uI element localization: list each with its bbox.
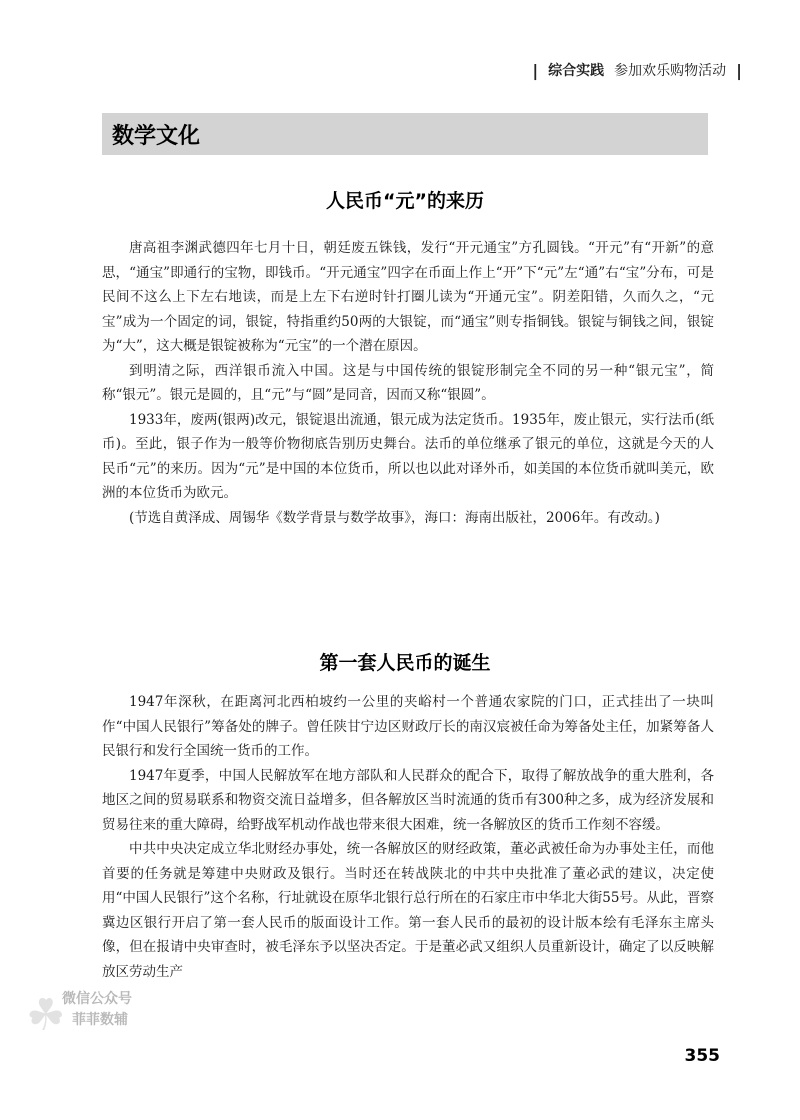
watermark-line1: 微信公众号 bbox=[62, 991, 132, 1007]
paragraph: 1947年深秋，在距离河北西柏坡约一公里的夹峪村一个普通农家院的门口，正式挂出了一块叫作“中国人民银行”筹备处的牌子。曾任陕甘宁边区财政厅长的南汉宸被任命为筹备处主任，加紧筹备人民银行和发行全国统一货币的工作。 bbox=[102, 694, 714, 759]
page-number: 355 bbox=[684, 1046, 720, 1066]
section-banner-title: 数学文化 bbox=[112, 123, 201, 149]
running-header bbox=[532, 60, 742, 80]
header-separator-left: | bbox=[532, 60, 539, 80]
watermark-logo-icon: ☘ bbox=[26, 990, 66, 1041]
header-subsection: 参加欢乐购物活动 bbox=[614, 63, 727, 79]
paragraph: 1933年，废两(银两)改元，银锭退出流通，银元成为法定货币。1935年，废止银元，实行法币(纸币)。至此，银子作为一般等价物彻底告别历史舞台。法币的单位继承了银元的单位，这就是今天的人民币“元”的来历。因为“元”是中国的本位货币，所以也以此对译外币，如美国的本位货币就叫美元，欧洲的本位货币为欧元。 bbox=[102, 411, 714, 501]
paragraph: 1947年夏季，中国人民解放军在地方部队和人民群众的配合下，取得了解放战争的重大胜利，各地区之间的贸易联系和物资交流日益增多，但各解放区当时流通的货币有300种之多，成为经济发展和贸易往来的重大障碍，给野战军机动作战也带来很大困难，统一各解放区的货币工作刻不容缓。 bbox=[102, 767, 714, 833]
article-title-yuan-origin: 人民币“元”的来历 bbox=[326, 190, 484, 212]
header-separator-right: | bbox=[736, 60, 742, 80]
article-first-rmb bbox=[102, 690, 714, 984]
article-title-first-rmb: 第一套人民币的诞生 bbox=[319, 652, 491, 674]
watermark bbox=[24, 982, 174, 1042]
paragraph: 中共中央决定成立华北财经办事处，统一各解放区的财经政策，董必武被任命为办事处主任，而他首要的任务就是筹建中央财政及银行。当时还在转战陕北的中共中央批准了董必武的建议，决定使用“中国人民银行”这个名称，行址就设在原华北银行总行所在的石家庄市中华北大街55号。从此，晋察冀边区银行开启了第一套人民币的版面设计工作。第一套人民币的最初的设计版本绘有毛泽东主席头像，但在报请中央审查时，被毛泽东予以坚决否定。于是董必武又组织人员重新设计，确定了以反映解放区劳动生产 bbox=[102, 841, 714, 980]
watermark-line2: 菲菲数辅 bbox=[72, 1012, 128, 1028]
paragraph: 到明清之际，西洋银币流入中国。这是与中国传统的银锭形制完全不同的另一种“银元宝”，简称“银元”。银元是圆的，且“元”与“圆”是同音，因而又称“银圆”。 bbox=[102, 362, 714, 403]
paragraph: 唐高祖李渊武德四年七月十日，朝廷废五铢钱，发行“开元通宝”方孔圆钱。“开元”有“开新”的意思，“通宝”即通行的宝物，即钱币。“开元通宝”四字在币面上作上“开”下“元”左“通”右“宝”分布，可是民间不这么上下左右地读，而是上左下右逆时针打圈儿读为“开通元宝”。阴差阳错，久而久之，“元宝”成为一个固定的词，银锭，特指重约50两的大银锭，而“通宝”则专指铜钱。银锭与铜钱之间，银锭为“大”，这大概是银锭被称为“元宝”的一个潜在原因。 bbox=[102, 240, 714, 354]
section-banner bbox=[102, 113, 708, 155]
article-yuan-origin bbox=[102, 236, 714, 530]
header-section: 综合实践 bbox=[548, 63, 605, 79]
citation: (节选自黄泽成、周锡华《数学背景与数学故事》，海口：海南出版社，2006年。有改动。) bbox=[129, 509, 660, 526]
